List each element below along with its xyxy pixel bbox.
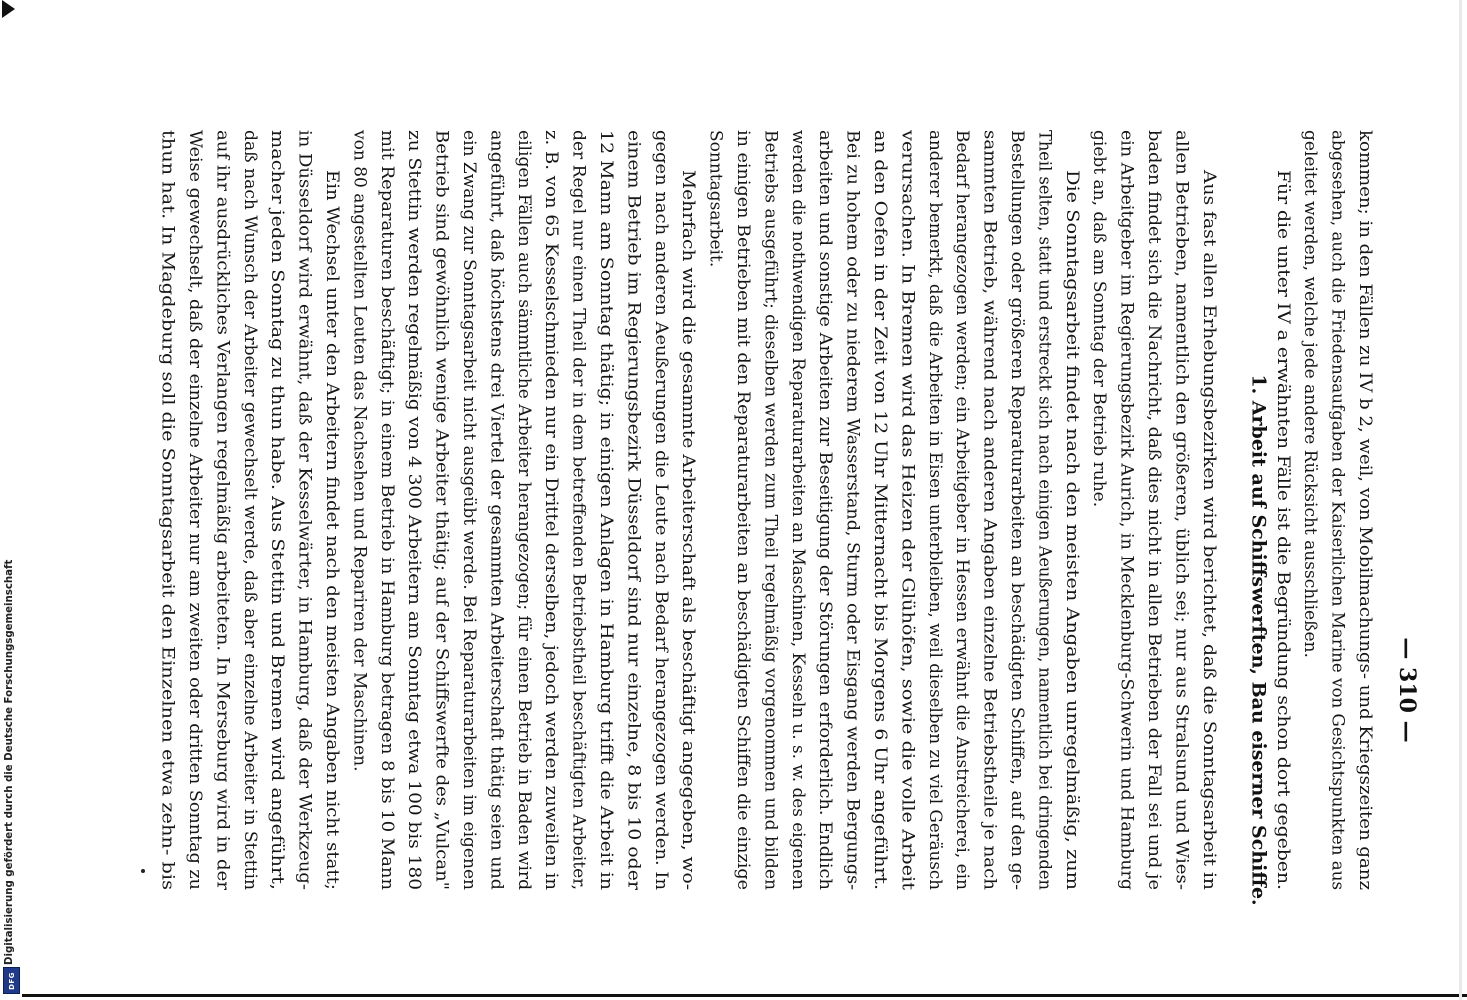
text-line: sammten Betrieb, während nach anderen Angaben einzelne Betriebstheile je nach	[979, 130, 1000, 842]
text-line: auf ihr ausdrückliches Verlangen regelmäßig arbeiteten. In Merseburg wird in der	[212, 130, 233, 844]
text-line: 12 Mann am Sonntag thätig; in einigen Anlagen in Hamburg trifft die Arbeit in	[596, 130, 617, 811]
text-line: Betriebs ausgeführt; dieselben werden zum Theil regelmäßig vorgenommen und bilden	[760, 130, 781, 886]
text-line: Aus fast allen Erhebungsbezirken wird berichtet, daß die Sonntagsarbeit in	[1198, 170, 1219, 824]
text-line: angeführt, daß höchstens drei Viertel der gesammten Arbeiterschaft thätig seien und	[486, 130, 507, 869]
text-line: Sonntagsarbeit.	[705, 130, 726, 268]
text-line: thun hat. In Magdeburg soll die Sonntagsarbeit den Einzelnen etwa zehn- bis	[157, 130, 178, 799]
text-line: abgesehen, auch die Friedensaufgaben der Kaiserlichen Marine von Gesichtspunkten aus	[1327, 130, 1348, 906]
text-line: Bei zu hohem oder zu niederem Wasserstand, Sturm oder Eisgang werden Bergungs-	[842, 130, 863, 868]
section-heading: 1. Arbeit auf Schiffswerften, Bau eiserner Schiffe.	[1247, 374, 1270, 906]
text-line: Weise gewechselt, daß der einzelne Arbeiter nur am zweiten oder dritten Sonntag zu	[185, 130, 206, 866]
text-line: in Düsseldorf wird erwähnt, daß der Kesselwärter, in Hamburg, daß der Werkzeug-	[294, 130, 315, 850]
page-number: — 310 —	[1394, 637, 1420, 743]
text-line: kommen; in den Fällen zu IV b 2, weil, von Mobilmachungs- und Kriegszeiten ganz	[1355, 130, 1375, 844]
text-line: macher jeden Sonntag zu thun habe. Aus Stettin und Bremen wird angeführt,	[267, 130, 288, 801]
text-line: mit Reparaturen beschäftigt; in einem Betrieb in Hamburg betragen 8 bis 10 Mann	[376, 130, 397, 851]
text-line: allen Betrieben, namentlich den größeren, üblich sei; nur aus Stralsund und Wies-	[1171, 130, 1192, 842]
text-line: verursachen. In Bremen wird das Heizen der Glühöfen, sowie die volle Arbeit	[897, 130, 918, 800]
text-line: Betrieb sind gewöhnlich wenige Arbeiter thätig; auf der Schiffswerfte des „Vulcan"	[431, 130, 452, 848]
text-line: der Regel nur einen Theil der in dem betreffenden Betriebstheil beschäftigten Arbeiter,	[568, 130, 589, 887]
text-line: baden findet sich die Nachricht, daß dies nicht in allen Betrieben der Fall sei und je	[1144, 130, 1165, 855]
text-line: an den Oefen in der Zeit von 12 Uhr Mitternacht bis Morgens 6 Uhr angeführt.	[870, 130, 891, 815]
text-line: einem Betrieb im Regierungsbezirk Düsseldorf sind nur einzelne, 8 bis 10 oder	[623, 130, 644, 814]
text-line: zu Stettin werden regelmäßig von 4 300 Arbeitern am Sonntag etwa 100 bis 180	[404, 130, 425, 829]
text-line: eiligen Fällen auch sämmtliche Arbeiter herangezogen; für einen Betrieb in Baden wird	[513, 130, 534, 888]
text-line: Mehrfach wird die gesammte Arbeiterschaft als beschäftigt angegeben, wo-	[678, 170, 699, 827]
text-line: Für die unter IV a erwähnten Fälle ist die Begründung schon dort gegeben.	[1272, 170, 1293, 823]
text-line: von 80 angestellten Leuten das Nachsehen und Repariren der Maschinen.	[349, 130, 370, 772]
text-line: z. B. von 65 Kesselschmieden nur ein Drittel derselben, jedoch werden zuweilen in	[541, 130, 562, 846]
text-line: Die Sonntagsarbeit findet nach den meisten Angaben unregelmäßig, zum	[1061, 170, 1082, 804]
sidebar-credit: Digitalisierung gefördert durch die Deutsche Forschungsgemeinschaft	[4, 559, 15, 965]
text-line: gegen nach anderen Aeußerungen die Leute nach Bedarf herangezogen werden. In	[650, 130, 671, 852]
logo-text: DFG	[7, 971, 16, 990]
text-line: Ein Wechsel unter den Arbeitern findet nach den meisten Angaben nicht statt;	[322, 170, 343, 848]
page-text	[157, 129, 1420, 925]
text-line: in einigen Betrieben mit den Reparaturarbeiten an beschädigten Schiffen die einzige	[733, 130, 754, 866]
text-line: ein Zwang zur Sonntagsarbeit nicht ausgeübt werde. Bei Reparaturarbeiten im eigenen	[459, 130, 480, 890]
text-line: arbeiten und sonstige Arbeiten zur Beseitigung der Störungen erforderlich. Endlich	[815, 130, 836, 856]
text-line: giebt an, daß am Sonntag der Betrieb ruhe.	[1089, 130, 1110, 508]
text-line: Bestellungen oder größeren Reparaturarbeiten an beschädigten Schiffen, auf den ge-	[1007, 130, 1028, 870]
text-line: anderer bemerkt, daß die Arbeiten in Eisen unterbleiben, weil dieselben zu viel Geräusch	[924, 130, 945, 905]
text-line: Bedarf herangezogen werden; ein Arbeitgeber in Hessen erwähnt die Anstreicherei, ein	[952, 130, 973, 891]
text-line: Theil selten, statt und erstreckt sich nach einigen Aeußerungen, namentlich bei dringenden	[1034, 130, 1055, 925]
text-line: werden die nothwendigen Reparaturarbeiten an Maschinen, Kesseln u. s. w. des eigenen	[787, 130, 808, 898]
text-line: geleitet werden, welche jede andere Rücksicht ausschließen.	[1300, 130, 1321, 658]
text-line: daß nach Wunsch der Arbeiter gewechselt werde, daß aber einzelne Arbeiter in Stettin	[239, 130, 260, 884]
text-line: ein Arbeitgeber im Regierungsbezirk Aurich, in Mecklenburg-Schwerin und Hamburg	[1116, 130, 1137, 873]
